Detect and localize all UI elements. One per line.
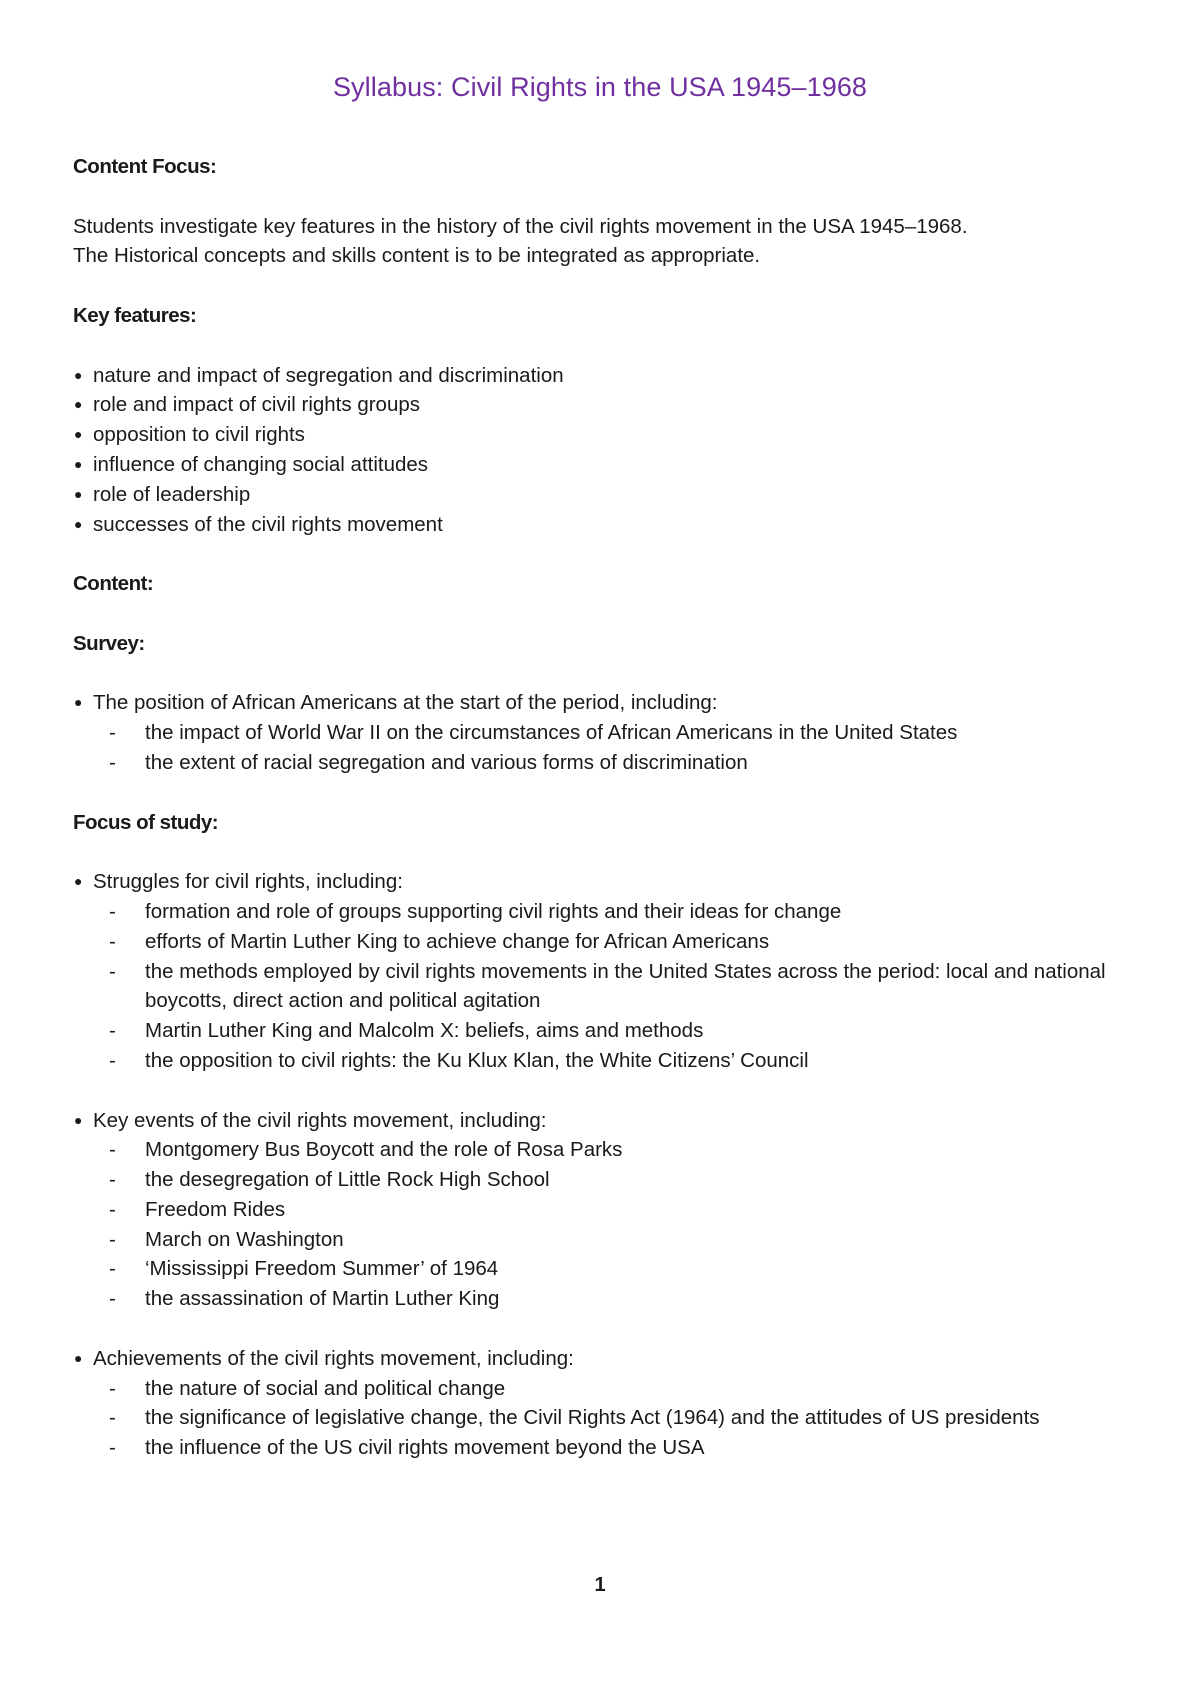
list-item: [73, 688, 1133, 718]
page-title: Syllabus: Civil Rights in the USA 1945–1968: [332, 72, 868, 102]
list-item-text: Struggles for civil rights, including:: [93, 870, 403, 894]
key-events-list: [73, 1106, 1133, 1136]
list-item-text: Key events of the civil rights movement, including:: [93, 1108, 547, 1132]
list-item: [73, 510, 1133, 540]
dash-icon: -: [109, 1168, 116, 1192]
focus-of-study-heading: Focus of study:: [73, 810, 219, 834]
page-number: 1: [594, 1574, 606, 1596]
dash-icon: -: [109, 721, 116, 745]
sub-list-item: [73, 1254, 1133, 1284]
sub-list-item-text: the assassination of Martin Luther King: [145, 1287, 500, 1311]
list-item-text: Achievements of the civil rights movement, including:: [93, 1346, 574, 1370]
key-features-heading: Key features:: [73, 303, 197, 327]
bullet-icon: ●: [74, 873, 83, 890]
dash-icon: -: [109, 1257, 116, 1281]
bullet-icon: ●: [74, 485, 83, 502]
dash-icon: -: [109, 899, 116, 923]
dash-icon: -: [109, 929, 116, 953]
list-item: [73, 420, 1133, 450]
sub-list-item: [73, 1016, 1133, 1046]
content-heading: Content:: [73, 572, 154, 596]
list-item: [73, 450, 1133, 480]
bullet-icon: ●: [74, 366, 83, 383]
document-body: [73, 152, 1133, 1463]
dash-icon: -: [109, 1436, 116, 1460]
sub-list-item-text: Montgomery Bus Boycott and the role of Rosa Parks: [145, 1138, 623, 1162]
list-item-text: role of leadership: [93, 482, 251, 506]
list-item: [73, 480, 1133, 510]
key-features-list: [73, 361, 1133, 540]
dash-icon: -: [109, 1048, 116, 1072]
sub-list-item-text: March on Washington: [145, 1227, 344, 1251]
sub-list-item: [73, 1403, 1133, 1433]
list-item-text: opposition to civil rights: [93, 423, 305, 447]
list-item-text: role and impact of civil rights groups: [93, 393, 421, 417]
sub-list-item-text: the desegregation of Little Rock High School: [145, 1168, 550, 1192]
list-item: [73, 1106, 1133, 1136]
sub-list-item: [73, 1165, 1133, 1195]
sub-list-item: [73, 1433, 1133, 1463]
sub-list-item: [73, 897, 1133, 927]
content-focus-line: Students investigate key features in the history of the civil rights movement in the USA 1945–1968.: [73, 214, 968, 238]
bullet-icon: ●: [74, 426, 83, 443]
list-item: [73, 390, 1133, 420]
sub-list-item-text: formation and role of groups supporting civil rights and their ideas for change: [145, 899, 842, 923]
content-focus-heading: Content Focus:: [73, 155, 217, 178]
bullet-icon: ●: [74, 455, 83, 472]
dash-icon: -: [109, 1138, 116, 1162]
dash-icon: -: [109, 1227, 116, 1251]
list-item-text: nature and impact of segregation and discrimination: [93, 363, 564, 387]
struggles-list: [73, 867, 1133, 897]
sub-list-item-text: efforts of Martin Luther King to achieve change for African Americans: [145, 929, 770, 953]
bullet-icon: ●: [74, 694, 83, 711]
list-item-text: influence of changing social attitudes: [93, 452, 429, 476]
sub-list-item-text: ‘Mississippi Freedom Summer’ of 1964: [145, 1257, 499, 1281]
list-item: [73, 867, 1133, 897]
struggles-sublist: [73, 897, 1133, 1076]
sub-list-item-text: Martin Luther King and Malcolm X: beliefs, aims and methods: [145, 1019, 704, 1043]
sub-list-item-text: the influence of the US civil rights movement beyond the USA: [145, 1436, 705, 1460]
sub-list-item-text: the extent of racial segregation and various forms of discrimination: [145, 750, 748, 774]
sub-list-item-text: the nature of social and political change: [145, 1376, 506, 1400]
dash-icon: -: [109, 1376, 116, 1400]
sub-list-item: [73, 1225, 1133, 1255]
key-events-sublist: [73, 1135, 1133, 1314]
survey-heading: Survey:: [73, 631, 145, 655]
bullet-icon: ●: [74, 396, 83, 413]
bullet-icon: ●: [74, 1349, 83, 1366]
sub-list-item: [73, 1046, 1133, 1076]
list-item: [73, 361, 1133, 391]
sub-list-item-text: the methods employed by civil rights movements in the United States across the period: local and national boycotts, direct action and political agitation: [145, 959, 1106, 1013]
achievements-list: [73, 1344, 1133, 1374]
dash-icon: -: [109, 1019, 116, 1043]
dash-icon: -: [109, 1287, 116, 1311]
survey-sublist: [73, 718, 1133, 778]
survey-list: [73, 688, 1133, 718]
list-item-text: The position of African Americans at the start of the period, including:: [93, 691, 718, 715]
sub-list-item: [73, 1135, 1133, 1165]
achievements-sublist: [73, 1374, 1133, 1463]
list-item: [73, 1344, 1133, 1374]
dash-icon: -: [109, 1406, 116, 1430]
sub-list-item: [73, 1195, 1133, 1225]
sub-list-item-text: the significance of legislative change, the Civil Rights Act (1964) and the attitudes of US presidents: [145, 1406, 1040, 1430]
sub-list-item-text: the impact of World War II on the circumstances of African Americans in the United States: [145, 721, 958, 745]
sub-list-item-text: Freedom Rides: [145, 1197, 286, 1221]
sub-list-item: [73, 1284, 1133, 1314]
content-focus-line: The Historical concepts and skills content is to be integrated as appropriate.: [73, 244, 761, 268]
dash-icon: -: [109, 750, 116, 774]
bullet-icon: ●: [74, 515, 83, 532]
sub-list-item-text: the opposition to civil rights: the Ku Klux Klan, the White Citizens’ Council: [145, 1048, 809, 1072]
sub-list-item: [73, 927, 1133, 957]
list-item-text: successes of the civil rights movement: [93, 512, 443, 536]
sub-list-item: [73, 748, 1133, 778]
dash-icon: -: [109, 959, 116, 983]
sub-list-item: [73, 718, 1133, 748]
bullet-icon: ●: [74, 1111, 83, 1128]
sub-list-item: [73, 1374, 1133, 1404]
dash-icon: -: [109, 1197, 116, 1221]
sub-list-item: [73, 957, 1133, 1017]
